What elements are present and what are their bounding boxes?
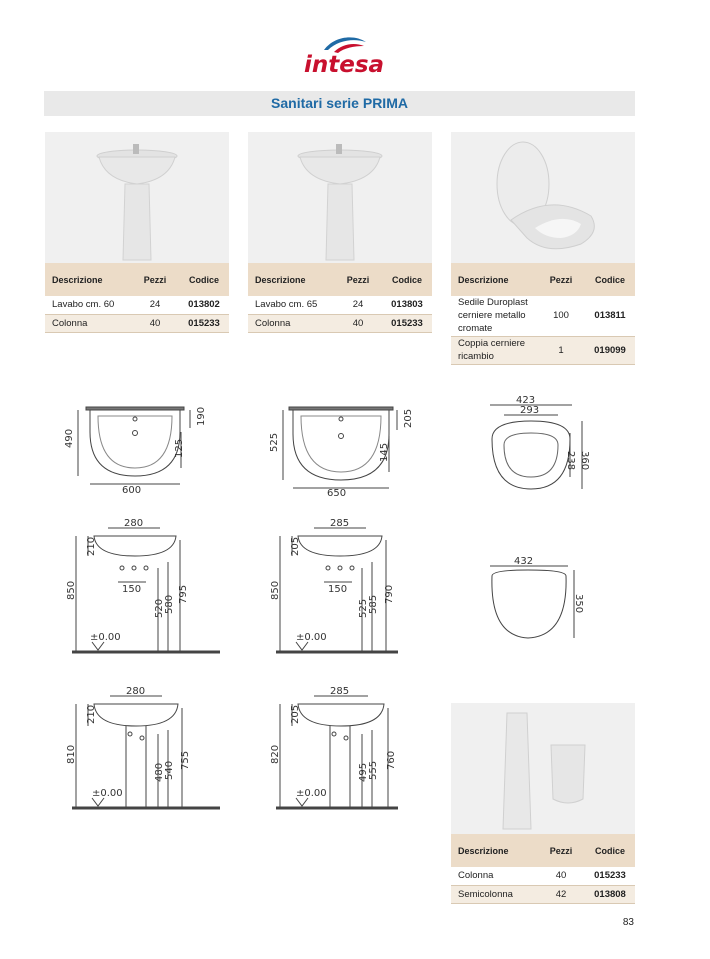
intesa-logo (298, 34, 388, 84)
col-descrizione: Descrizione (248, 263, 334, 296)
product-colonna (451, 703, 635, 904)
col-codice: Codice (179, 263, 229, 296)
svg-text:238: 238 (565, 451, 576, 471)
col-descrizione: Descrizione (451, 263, 537, 296)
lavabo-60-top-view (60, 398, 220, 500)
svg-text:525: 525 (358, 598, 369, 618)
table-row: Colonna 40 015233 (248, 314, 432, 332)
svg-text:125: 125 (174, 438, 185, 458)
svg-text:490: 490 (64, 428, 75, 448)
svg-text:210: 210 (86, 536, 97, 556)
svg-text:820: 820 (270, 744, 281, 764)
sedile-table (451, 263, 635, 365)
svg-text:205: 205 (290, 704, 301, 724)
colonna-photo (451, 703, 635, 834)
svg-text:850: 850 (66, 580, 77, 600)
svg-text:600: 600 (122, 485, 142, 496)
product-lavabo-65 (248, 132, 432, 333)
svg-text:525: 525 (269, 432, 280, 452)
page-number: 83 (622, 917, 634, 928)
svg-text:810: 810 (66, 744, 77, 764)
col-codice: Codice (585, 263, 635, 296)
page-title-bar (44, 91, 635, 116)
svg-text:205: 205 (290, 536, 301, 556)
svg-text:280: 280 (124, 518, 144, 529)
sedile-photo (451, 132, 635, 263)
svg-text:150: 150 (122, 584, 142, 595)
svg-text:520: 520 (154, 598, 165, 618)
lavabo-60-photo (45, 132, 229, 263)
logo-swoosh-icon (320, 34, 370, 54)
table-row: Semicolonna 42 013808 (451, 885, 635, 903)
svg-text:850: 850 (270, 580, 281, 600)
svg-text:555: 555 (368, 760, 379, 780)
sedile-cover-view (482, 552, 602, 648)
lavabo-65-side-view (264, 516, 424, 658)
brand-name: intesa (304, 52, 385, 78)
svg-text:210: 210 (86, 704, 97, 724)
svg-text:540: 540 (164, 760, 175, 780)
lavabo-65-top-view (265, 398, 425, 500)
svg-text:423: 423 (516, 395, 536, 406)
col-descrizione: Descrizione (45, 263, 131, 296)
svg-text:760: 760 (386, 750, 397, 770)
table-row: Lavabo cm. 60 24 013802 (45, 296, 229, 314)
lavabo-60-table (45, 263, 229, 333)
product-lavabo-60 (45, 132, 229, 333)
svg-text:755: 755 (180, 750, 191, 770)
svg-text:280: 280 (126, 686, 146, 697)
svg-text:795: 795 (178, 584, 189, 604)
col-codice: Codice (585, 834, 635, 867)
col-descrizione: Descrizione (451, 834, 537, 867)
svg-text:150: 150 (328, 584, 348, 595)
lavabo-60-semicolonna-view (60, 686, 220, 814)
lavabo-65-semicolonna-view (264, 686, 424, 814)
col-pezzi: Pezzi (537, 263, 585, 296)
table-row: Colonna 40 015233 (45, 314, 229, 332)
svg-text:205: 205 (403, 408, 414, 428)
table-row: Colonna 40 015233 (451, 867, 635, 885)
page-title: Sanitari serie PRIMA (271, 95, 408, 111)
svg-text:190: 190 (196, 406, 207, 426)
table-row: Sedile Duroplast cerniere metallo cromate 100 013811 (451, 296, 635, 336)
col-codice: Codice (382, 263, 432, 296)
svg-text:432: 432 (514, 556, 534, 567)
svg-text:580: 580 (164, 594, 175, 614)
col-pezzi: Pezzi (537, 834, 585, 867)
product-sedile (451, 132, 635, 365)
svg-text:495: 495 (358, 762, 369, 782)
col-pezzi: Pezzi (131, 263, 179, 296)
table-row: Lavabo cm. 65 24 013803 (248, 296, 432, 314)
svg-text:480: 480 (154, 762, 165, 782)
sedile-top-view (478, 395, 608, 497)
svg-text:650: 650 (327, 488, 347, 499)
colonna-table (451, 834, 635, 904)
col-pezzi: Pezzi (334, 263, 382, 296)
lavabo-65-table (248, 263, 432, 333)
svg-text:585: 585 (368, 594, 379, 614)
svg-text:285: 285 (330, 686, 350, 697)
lavabo-60-side-view (60, 516, 220, 658)
table-row: Coppia cerniere ricambio 1 019099 (451, 336, 635, 364)
svg-text:145: 145 (379, 442, 390, 462)
svg-text:285: 285 (330, 518, 350, 529)
svg-text:350: 350 (573, 594, 584, 614)
svg-text:293: 293 (520, 405, 540, 416)
svg-text:±0.00: ±0.00 (296, 788, 327, 799)
svg-text:790: 790 (384, 584, 395, 604)
lavabo-65-photo (248, 132, 432, 263)
svg-text:±0.00: ±0.00 (90, 632, 121, 643)
svg-text:±0.00: ±0.00 (92, 788, 123, 799)
svg-text:±0.00: ±0.00 (296, 632, 327, 643)
svg-text:360: 360 (579, 451, 590, 471)
